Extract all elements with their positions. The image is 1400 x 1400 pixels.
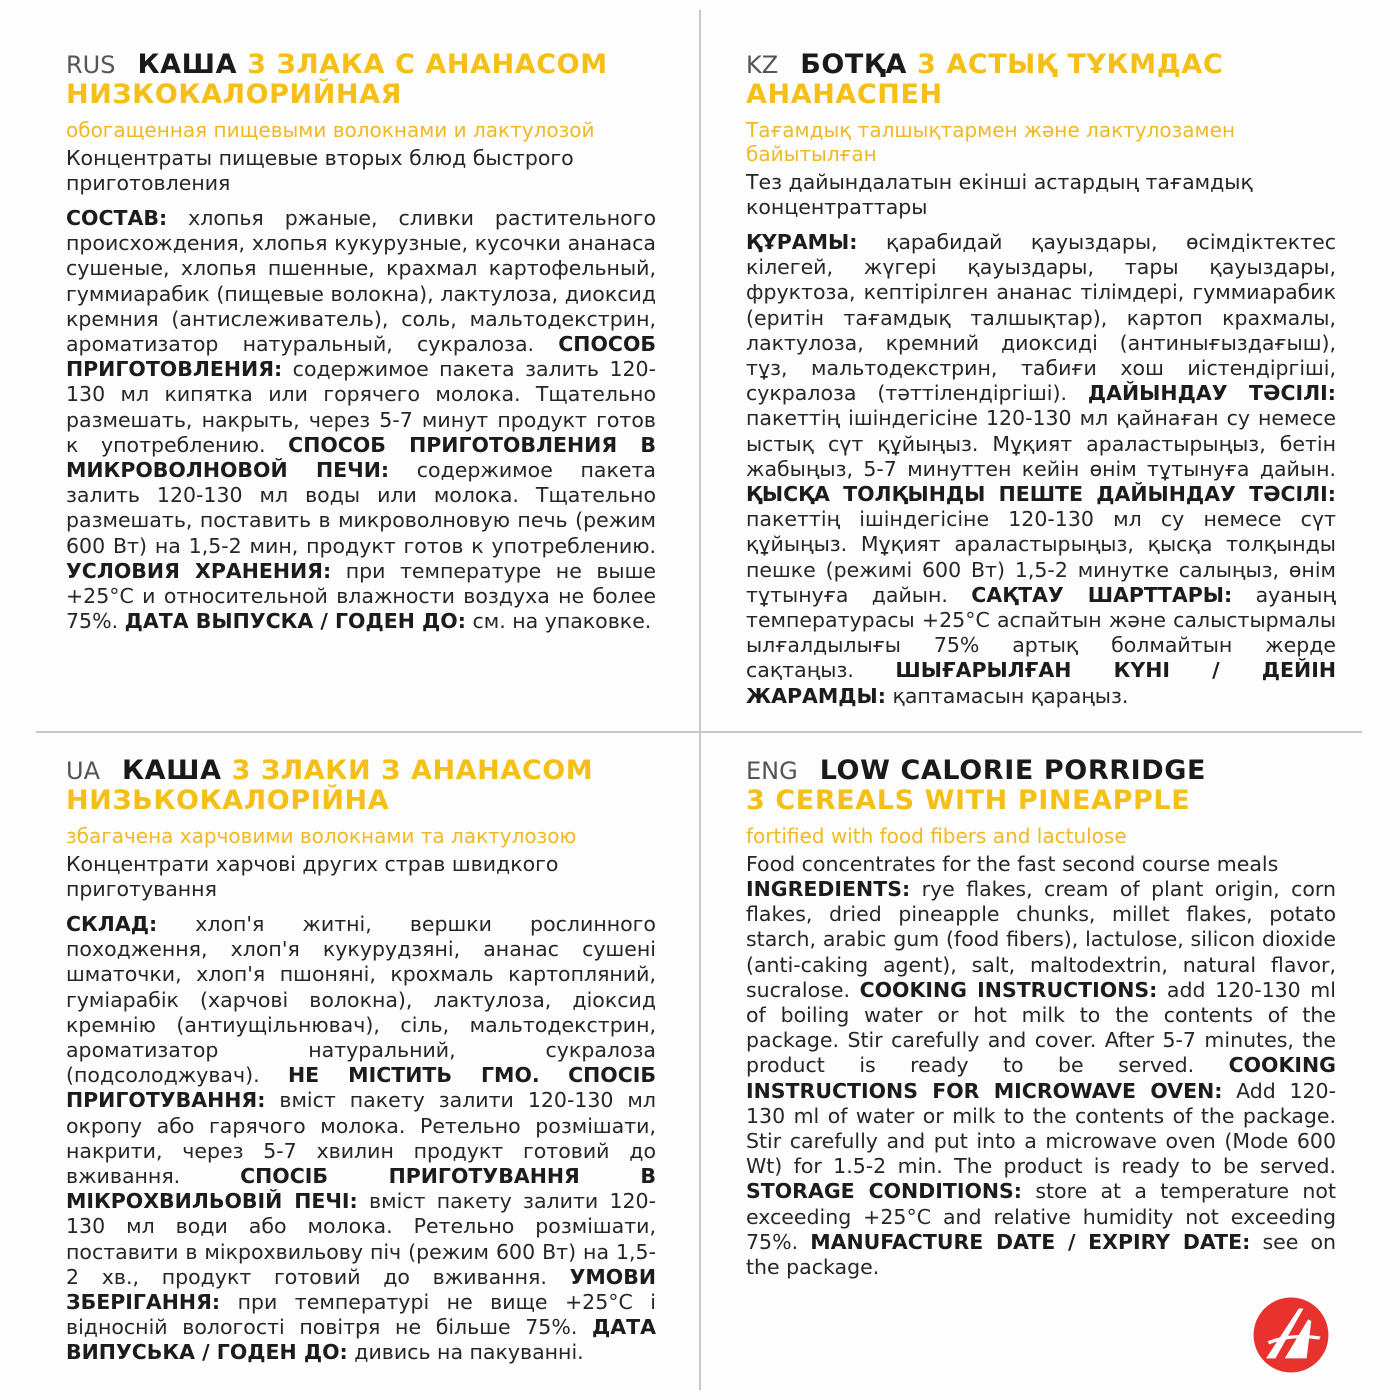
brand-logo-icon: [1252, 1296, 1330, 1374]
heading-method: СПОСІБ ПРИГОТУВАННЯ:: [66, 1063, 656, 1113]
product-description: [746, 877, 1336, 1280]
product-title: [66, 50, 656, 110]
title-main: КАША: [121, 755, 222, 786]
product-title: [746, 756, 1336, 816]
heading-microwave: СПОСІБ ПРИГОТУВАННЯ В МІКРОХВИЛЬОВІЙ ПЕЧІ:: [66, 1164, 656, 1214]
heading-composition: ҚҰРАМЫ:: [746, 230, 858, 254]
text-method: add 120-130 ml of boiling water or hot milk to the contents of the package. Stir carefully and cover. After 5-7 minutes, the product is ready to be served.: [746, 977, 1336, 1078]
product-type: Концентраты пищевые вторых блюд быстрого приготовления: [66, 146, 574, 195]
text-microwave: пакеттің ішіндегісіне 120-130 мл су немесе сүт құйыңыз. Мұқият араластырыңыз, қысқа толқынды пешке (режимі 600 Вт) 1,5-2 минутке салыңыз, өнім тұтынуға дайын.: [746, 507, 1336, 607]
text-date: қаптамасын қараңыз.: [892, 683, 1129, 708]
text-date: см. на упаковке.: [472, 609, 652, 634]
text-storage: при температурі не вище +25°С і відносній вологості повітря не більше 75%.: [66, 1290, 656, 1340]
title-main: LOW CALORIE PORRIDGE: [819, 755, 1207, 786]
title-accent: 3 АСТЫҚ ТҰКМДАС АНАНАСПЕН: [746, 49, 1224, 110]
panel-eng: [746, 756, 1336, 1280]
text-method: пакеттің ішіндегісіне 120-130 мл қайнаған су немесе ыстық сүт құйыңыз. Мұқият араластырыңыз, бетін жабыңыз, 5-7 минуттен кейін өнім тұтынуға дайын.: [746, 406, 1336, 481]
heading-microwave: ҚЫСҚА ТОЛҚЫНДЫ ПЕШТЕ ДАЙЫНДАУ ТӘСІЛІ:: [746, 482, 1336, 507]
panel-rus: [66, 50, 656, 634]
text-date: see on the package.: [746, 1229, 1336, 1280]
heading-microwave: COOKING INSTRUCTIONS FOR MICROWAVE OVEN:: [746, 1053, 1336, 1103]
horizontal-divider: [36, 731, 1362, 733]
product-subtitle: Тағамдық талшықтармен және лактулозамен байытылған: [746, 118, 1236, 166]
title-accent: 3 ЗЛАКИ З АНАНАСОМ НИЗЬКОКАЛОРІЙНА: [66, 755, 594, 816]
text-microwave: вміст пакету залити 120-130 мл води або молока. Ретельно розмішати, поставити в мікрохвильову піч (режим 600 Вт) на 1,5-2 хв., продукт готовий до вживання.: [66, 1189, 656, 1289]
title-main: КАША: [137, 49, 238, 80]
vertical-divider: [699, 10, 701, 1390]
product-type: Тез дайындалатын екінші астардың тағамдық концентраттары: [746, 170, 1253, 219]
text-composition: хлопья ржаные, сливки растительного происхождения, хлопья кукурузные, кусочки ананаса сушеные, хлопья пшенные, крахмал картофельный, гуммиарабик (пищевые волокна), лактулоза, диоксид кремния (антислеживатель), соль, мальтодекстрин, ароматизатор натуральный, сукралоза.: [66, 206, 656, 357]
heading-method: СПОСОБ ПРИГОТОВЛЕНИЯ:: [66, 332, 656, 382]
language-code: KZ: [746, 51, 779, 79]
product-description: [746, 230, 1336, 709]
heading-composition: СОСТАВ:: [66, 206, 168, 230]
heading-storage: УМОВИ ЗБЕРІГАННЯ:: [66, 1264, 656, 1315]
heading-method: ДАЙЫНДАУ ТӘСІЛІ:: [1087, 381, 1336, 406]
product-title: [746, 50, 1336, 110]
product-description: [66, 912, 656, 1366]
text-composition: rye flakes, cream of plant origin, corn flakes, dried pineapple chunks, millet flakes, potato starch, arabic gum (food fibers), lactulose, silicon dioxide (anti-caking agent), salt, maltodextrin, natural flavor, sucralose.: [746, 877, 1336, 1002]
text-microwave: Add 120-130 ml of water or milk to the contents of the package. Stir carefully and put into a microwave oven (Mode 600 Wt) for 1.5-2 min. The product is ready to be served.: [746, 1078, 1336, 1179]
text-storage: store at a temperature not exceeding +25°C and relative humidity not exceeding 75%.: [746, 1179, 1336, 1254]
language-code: UA: [66, 757, 100, 785]
product-title: [66, 756, 656, 816]
text-storage: ауаның температурасы +25°С аспайтын және салыстырмалы ылғалдылығы 75% артық болмайтын жерде сақтаңыз.: [746, 582, 1336, 683]
heading-date: ДАТА ВЫПУСКА / ГОДЕН ДО:: [124, 609, 466, 634]
heading-microwave: СПОСОБ ПРИГОТОВЛЕНИЯ В МИКРОВОЛНОВОЙ ПЕЧИ:: [66, 432, 656, 483]
text-storage: при температуре не выше +25°С и относительной влажности воздуха не более 75%.: [66, 558, 656, 634]
heading-gmo: НЕ МІСТИТЬ ГМО.: [288, 1063, 540, 1088]
heading-method: COOKING INSTRUCTIONS:: [859, 977, 1158, 1002]
text-microwave: содержимое пакета залить 120-130 мл воды или молока. Тщательно размешать, поставить в микроволновую печь (режим 600 Вт) на 1,5-2 мин, продукт готов к употреблению.: [66, 458, 656, 558]
title-main: БОТҚА: [800, 49, 907, 80]
heading-storage: STORAGE CONDITIONS:: [746, 1179, 1023, 1204]
panel-ua: [66, 756, 656, 1366]
text-date: дивись на пакуванні.: [354, 1340, 584, 1365]
text-method: содержимое пакета залить 120-130 мл кипятка или горячего молока. Тщательно размешать, накрыть, через 5-7 минут продукт готов к употреблению.: [66, 357, 656, 457]
text-composition: қарабидай қауыздары, өсімдіктектес кілегей, жүгері қауыздары, тары қауыздары, фруктоза, кептірілген ананас тілімдері, гуммиарабик (еритін тағамдық талшықтар), картоп крахмалы, лактулоза, кремний диоксиді (антинығыздағыш), тұз, мальтодекстрин, табиғи хош иістендіргіші, сукралоза (тәттілендіргіші).: [746, 230, 1336, 406]
text-composition: хлоп'я житні, вершки рослинного походження, хлоп'я кукурудзяні, ананас сушені шматочки, хлоп'я пшоняні, крохмаль картопляний, гуміарабік (харчові волокна), лактулоза, діоксид кремнію (антиущільнювач), сіль, мальтодекстрин, ароматизатор натуральний, сукралоза (подсолоджувач).: [66, 912, 656, 1088]
heading-date: MANUFACTURE DATE / EXPIRY DATE:: [810, 1229, 1251, 1254]
product-type: Food concentrates for the fast second course meals: [746, 852, 1279, 876]
heading-date: ДАТА ВИПУСЬКА / ГОДЕН ДО:: [66, 1315, 656, 1365]
title-accent: 3 CEREALS WITH PINEAPPLE: [746, 785, 1191, 816]
product-subtitle: обогащенная пищевыми волокнами и лактулозой: [66, 118, 595, 142]
heading-date: ШЫҒАРЫЛҒАН КҮНІ / ДЕЙІН ЖАРАМДЫ:: [746, 658, 1336, 708]
heading-composition: СКЛАД:: [66, 912, 158, 936]
title-accent: 3 ЗЛАКА С АНАНАСОМ НИЗКОКАЛОРИЙНАЯ: [66, 49, 608, 110]
heading-storage: УСЛОВИЯ ХРАНЕНИЯ:: [66, 558, 332, 583]
product-subtitle: збагачена харчовими волокнами та лактулозою: [66, 824, 577, 848]
text-method: вміст пакету залити 120-130 мл окропу або гарячого молока. Ретельно розмішати, накрити, через 5-7 хвилин продукт готовий до вживання.: [66, 1088, 656, 1189]
heading-composition: INGREDIENTS:: [746, 877, 911, 901]
language-code: RUS: [66, 51, 116, 79]
panel-kz: [746, 50, 1336, 709]
product-subtitle: fortified with food fibers and lactulose: [746, 824, 1127, 848]
product-type: Концентрати харчові других страв швидкого приготування: [66, 852, 559, 901]
heading-storage: САҚТАУ ШАРТТАРЫ:: [971, 582, 1233, 607]
product-description: [66, 206, 656, 634]
language-code: ENG: [746, 757, 798, 785]
